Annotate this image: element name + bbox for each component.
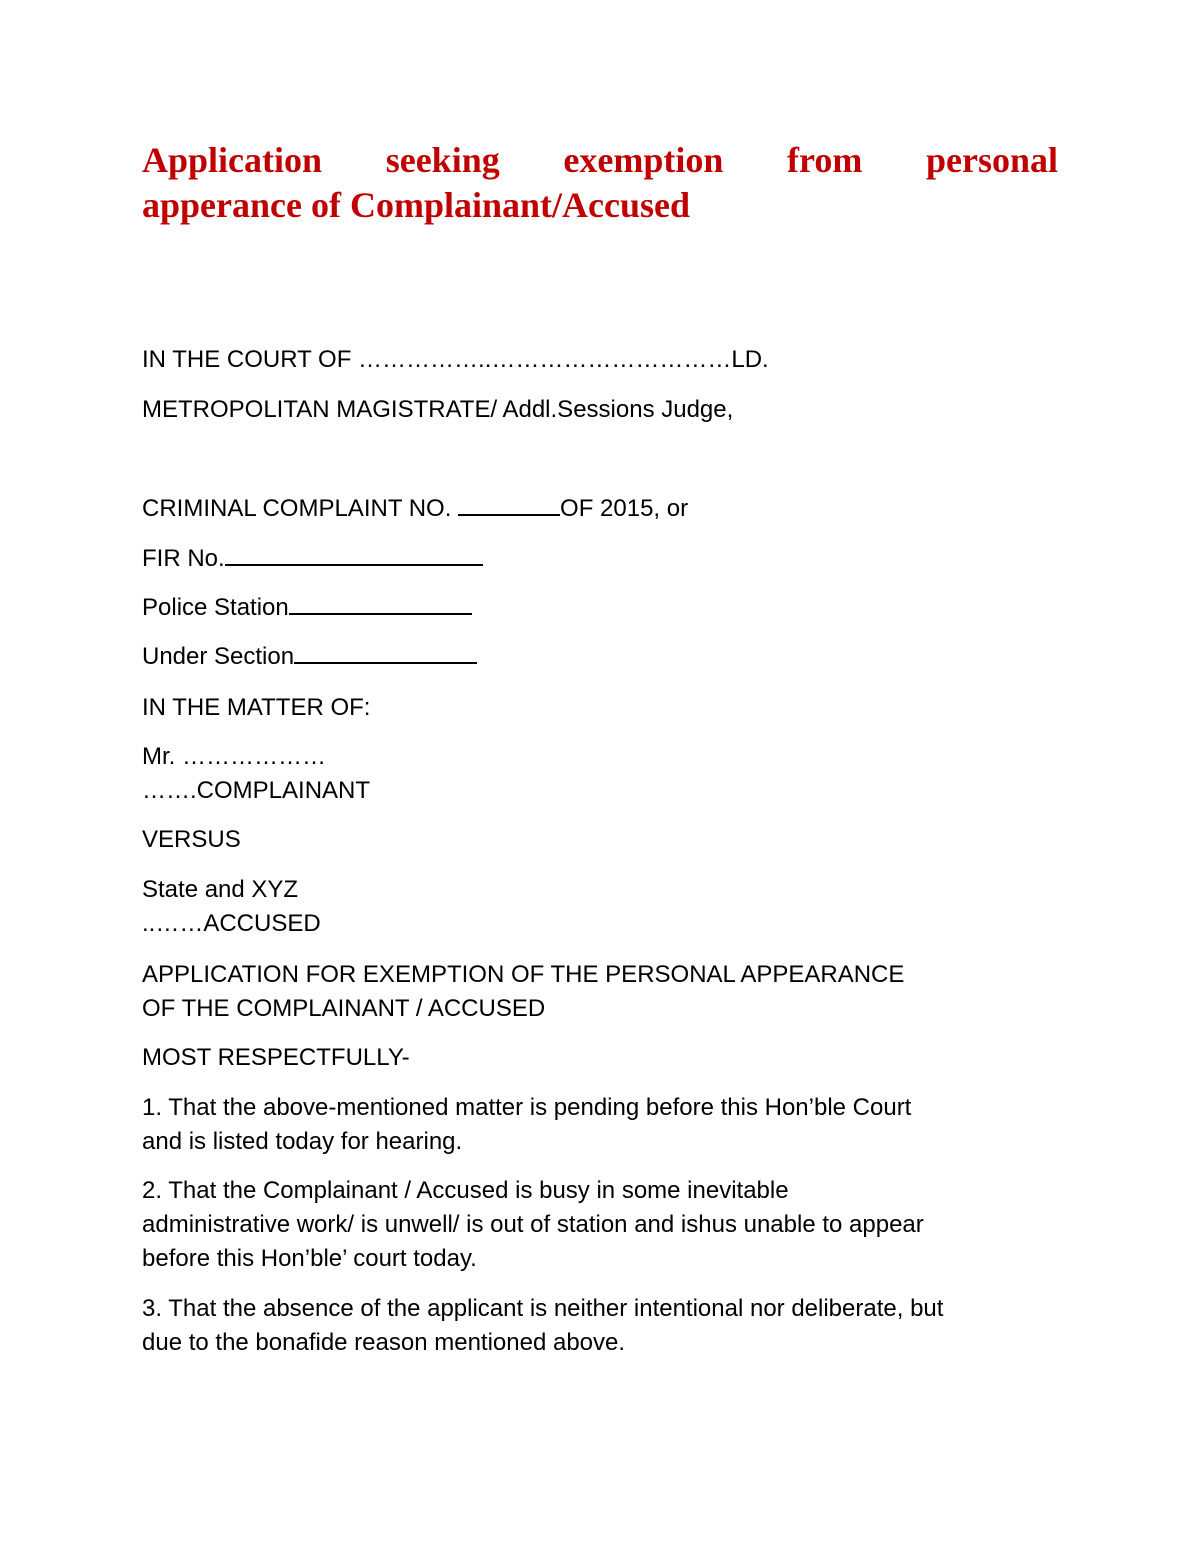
court-line-1: IN THE COURT OF ……………..…………………………LD. bbox=[142, 346, 769, 373]
police-station-label: Police Station bbox=[142, 594, 289, 621]
title-line-1: Application seeking exemption from personal bbox=[142, 140, 1058, 180]
complainant-role: …….COMPLAINANT bbox=[142, 777, 371, 804]
fir-line bbox=[142, 542, 483, 576]
paragraph-1-line-2: and is listed today for hearing. bbox=[142, 1128, 463, 1155]
document-title bbox=[142, 138, 1058, 228]
matter-heading: IN THE MATTER OF: bbox=[142, 694, 371, 721]
police-station-line bbox=[142, 591, 472, 625]
court-line-2: METROPOLITAN MAGISTRATE/ Addl.Sessions Judge, bbox=[142, 396, 734, 423]
versus-label: VERSUS bbox=[142, 826, 241, 853]
under-section-blank bbox=[294, 640, 477, 664]
salutation: MOST RESPECTFULLY- bbox=[142, 1044, 410, 1071]
police-station-blank bbox=[289, 591, 472, 615]
paragraph-1-line-1: 1. That the above-mentioned matter is pending before this Hon’ble Court bbox=[142, 1094, 912, 1121]
title-line-2: apperance of Complainant/Accused bbox=[142, 185, 690, 225]
fir-label: FIR No. bbox=[142, 545, 225, 572]
complaint-year: OF 2015, or bbox=[560, 495, 689, 522]
paragraph-2-line-3: before this Hon’ble’ court today. bbox=[142, 1245, 477, 1272]
complaint-label: CRIMINAL COMPLAINT NO. bbox=[142, 495, 459, 522]
complainant-name: Mr. ……………… bbox=[142, 743, 326, 770]
paragraph-2-line-1: 2. That the Complainant / Accused is busy in some inevitable bbox=[142, 1177, 789, 1204]
paragraph-3-line-2: due to the bonafide reason mentioned above. bbox=[142, 1329, 626, 1356]
complaint-number-blank bbox=[458, 492, 560, 516]
application-heading-line-1: APPLICATION FOR EXEMPTION OF THE PERSONAL APPEARANCE bbox=[142, 961, 905, 988]
accused-role: ..……ACCUSED bbox=[142, 910, 321, 937]
under-section-line bbox=[142, 640, 477, 674]
fir-number-blank bbox=[225, 542, 483, 566]
criminal-complaint-line bbox=[142, 492, 688, 526]
paragraph-2-line-2: administrative work/ is unwell/ is out of station and ishus unable to appear bbox=[142, 1211, 924, 1238]
accused-name: State and XYZ bbox=[142, 876, 299, 903]
under-section-label: Under Section bbox=[142, 643, 295, 670]
application-heading-line-2: OF THE COMPLAINANT / ACCUSED bbox=[142, 995, 546, 1022]
paragraph-3-line-1: 3. That the absence of the applicant is neither intentional nor deliberate, but bbox=[142, 1295, 944, 1322]
